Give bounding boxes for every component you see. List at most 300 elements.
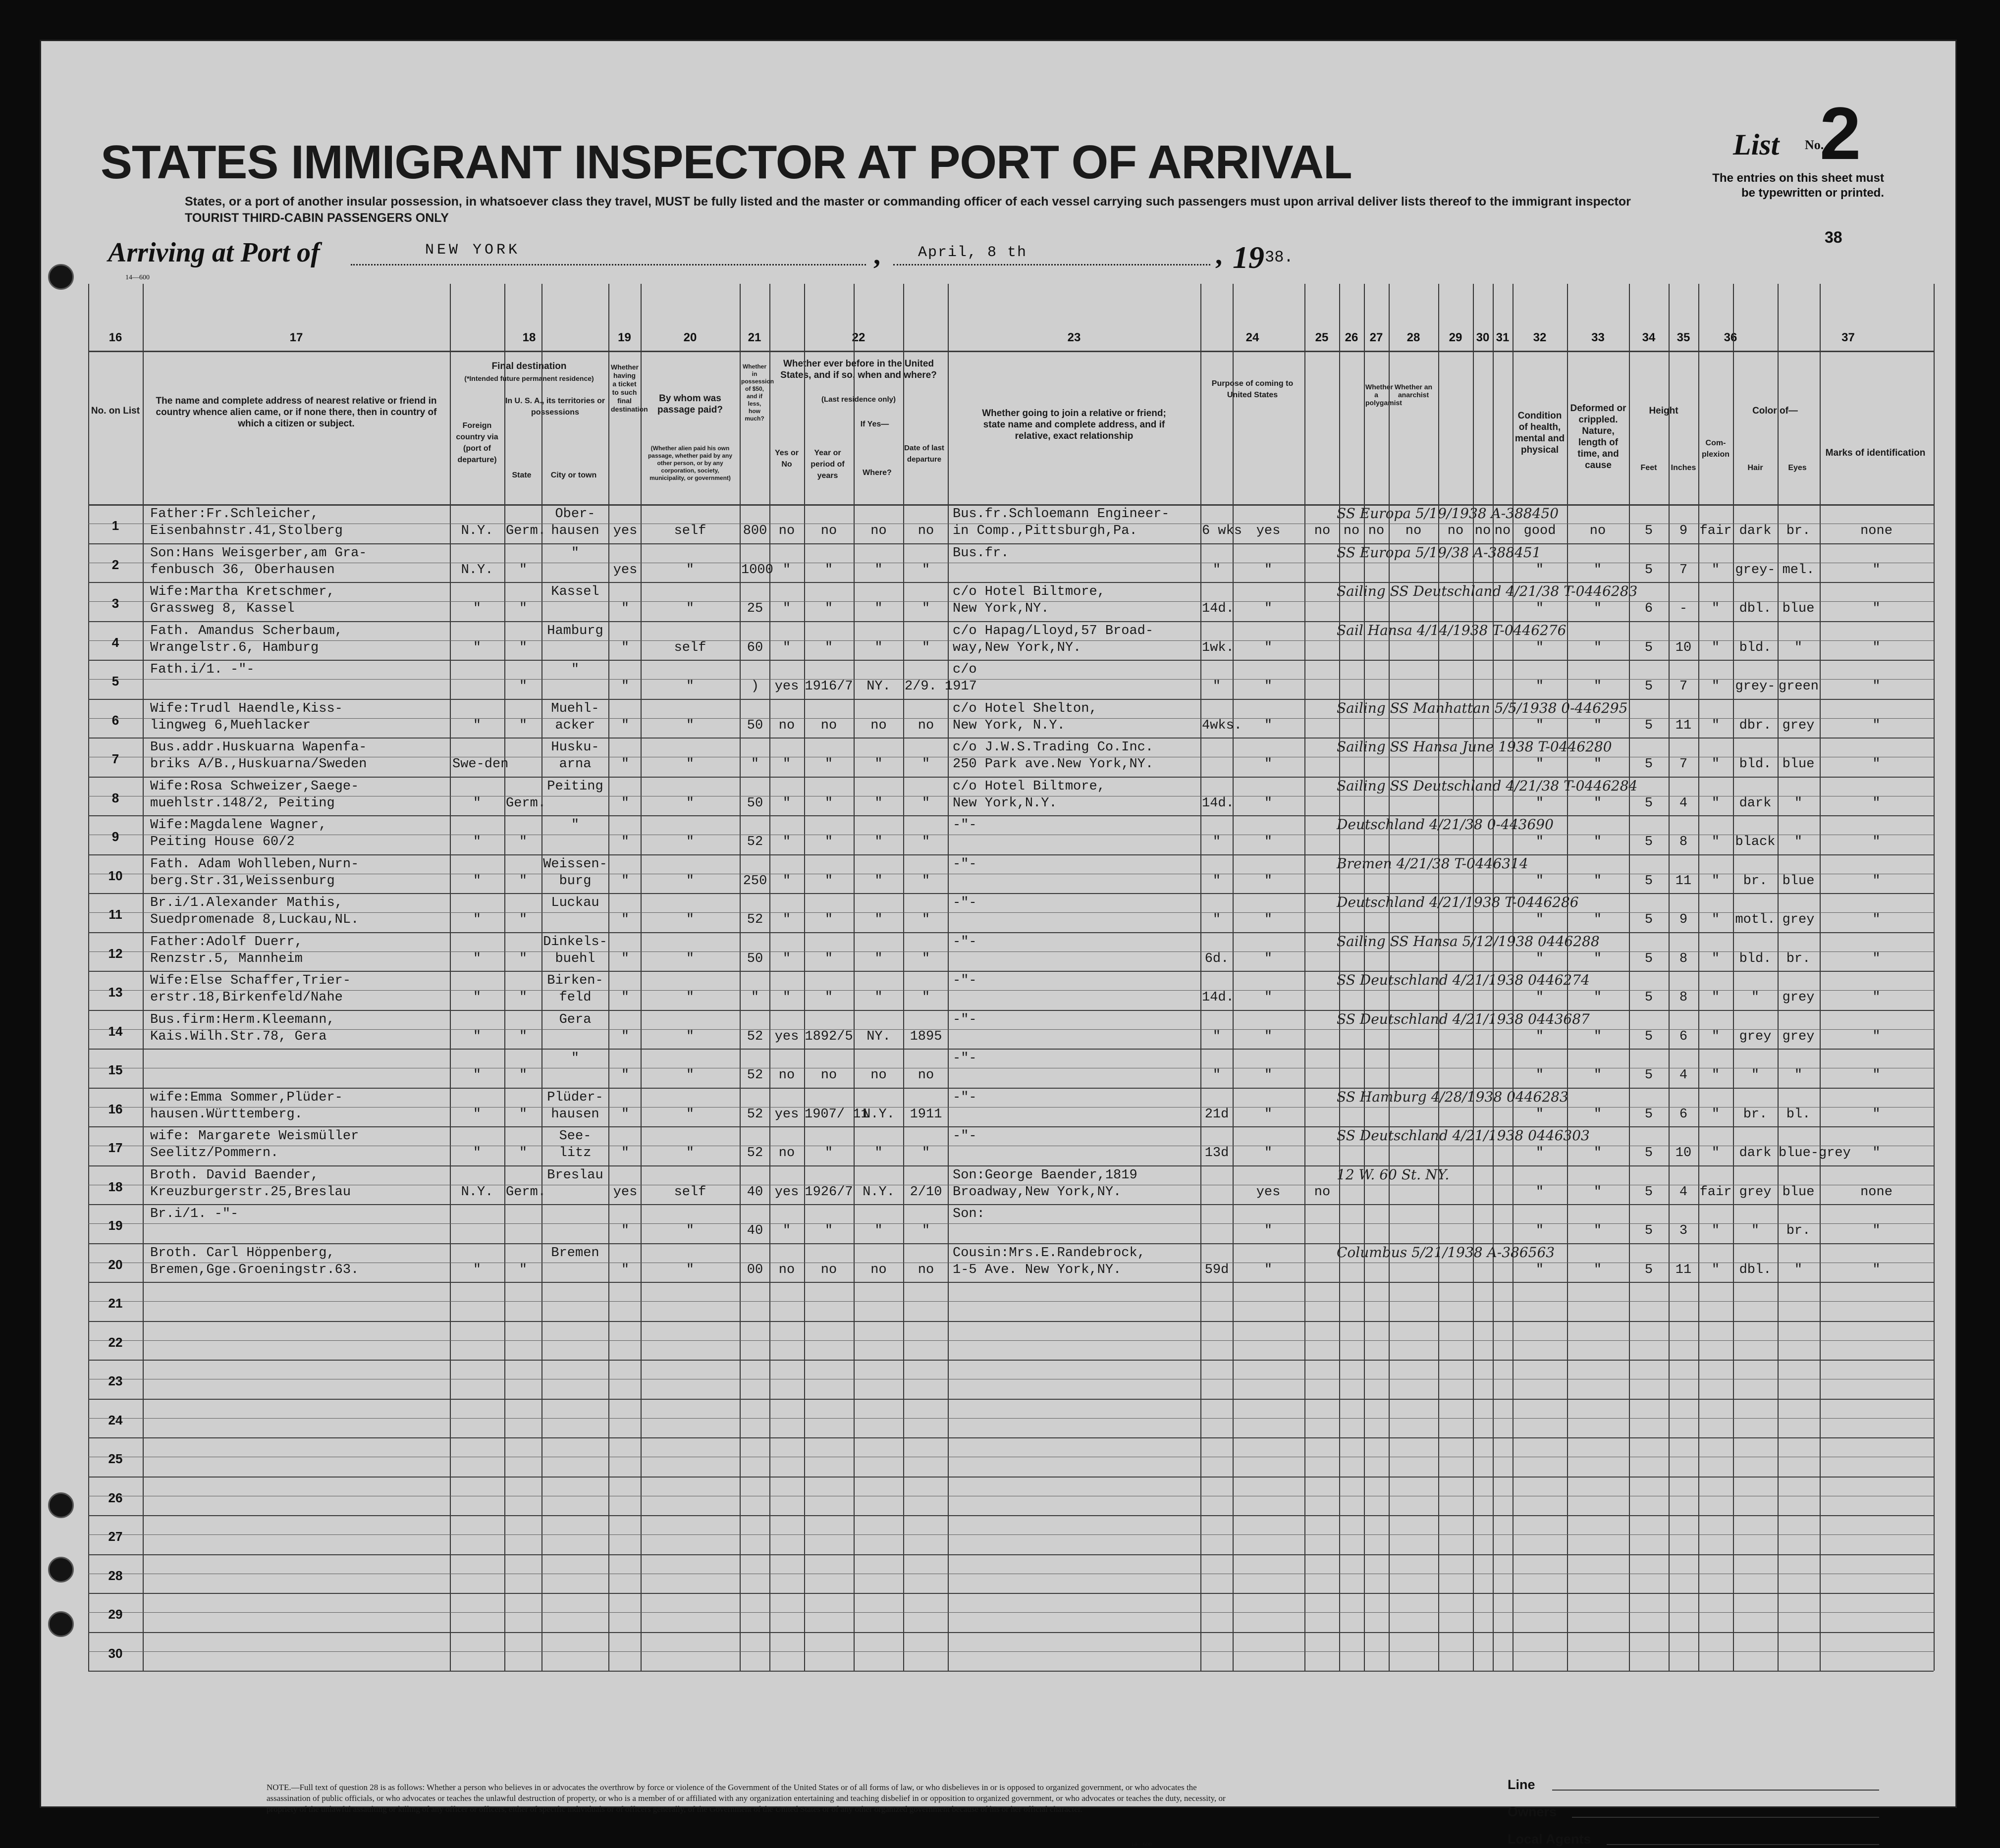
cell-join: New York, N.Y.	[953, 718, 1065, 733]
row-number: 3	[111, 596, 119, 611]
row-rule	[88, 1612, 1934, 1613]
row-rule	[88, 1593, 1934, 1594]
cell-before: no	[778, 1068, 795, 1083]
row-number: 2	[111, 557, 119, 572]
cell-q28: no	[1405, 524, 1422, 538]
cell-years: "	[824, 1146, 833, 1161]
cell-where: "	[874, 601, 883, 616]
cell-money: 52	[747, 835, 763, 849]
handwritten-annotation: Deutschland 4/21/1938 T-0446286	[1337, 894, 1579, 910]
cell-hair: bld.	[1739, 757, 1772, 772]
cell-purpose: "	[1264, 912, 1273, 927]
handwritten-annotation: Sailing SS Manhattan 5/5/1938 0-446295	[1337, 699, 1628, 716]
cell-join: -"-	[953, 973, 977, 988]
cell-relative: Broth. Carl Höppenberg,	[150, 1245, 335, 1261]
cell-state: "	[519, 1068, 528, 1083]
cell-eyes: grey	[1782, 912, 1815, 927]
row-number: 21	[108, 1296, 123, 1311]
column-rule	[641, 284, 642, 1671]
cell-money: 50	[747, 951, 763, 966]
binder-hole-icon	[48, 1611, 74, 1637]
cell-years: 1926/7	[805, 1184, 853, 1200]
column-rule	[740, 284, 741, 1671]
cell-where: "	[874, 1223, 883, 1238]
header-final-destination-note: (*Intended future permanent residence)	[464, 374, 594, 382]
agents-label: Local Agents	[1508, 1832, 1591, 1847]
cell-paid: "	[686, 757, 695, 772]
cell-state: Germ.	[506, 1184, 546, 1200]
cell-foreign: "	[473, 835, 482, 849]
column-rule	[804, 284, 805, 1671]
cell-eyes: "	[1794, 835, 1803, 849]
cell-state: "	[519, 835, 528, 849]
row-number: 25	[108, 1451, 123, 1466]
cell-complexion: "	[1711, 795, 1720, 811]
cell-where: no	[870, 524, 887, 538]
header-relative: The name and complete address of nearest relative or friend in country whence alien came, or if none there, then in country of which a citizen or subject.	[156, 396, 437, 429]
cell-inches: 8	[1679, 990, 1688, 1005]
cell-feet: 5	[1644, 912, 1653, 927]
col-number: 16	[108, 331, 122, 344]
cell-relative: Eisenbahnstr.41,Stolberg	[150, 524, 343, 538]
cell-ticket: "	[621, 1146, 630, 1161]
cell-purpose: "	[1264, 1262, 1273, 1277]
row-number: 4	[111, 634, 119, 650]
cell-health: "	[1535, 718, 1544, 733]
cell-purpose: "	[1264, 795, 1273, 811]
row-number: 29	[108, 1607, 123, 1622]
cell-hair: dark	[1739, 524, 1772, 538]
cell-complexion: "	[1711, 990, 1720, 1005]
cell-money: )	[751, 679, 759, 694]
cell-years: no	[820, 1068, 837, 1083]
cell-foreign: "	[473, 718, 482, 733]
row-number: 6	[111, 712, 119, 728]
cell-state: "	[519, 1146, 528, 1161]
row-rule	[88, 1477, 1934, 1478]
owners-label: Owners	[1508, 1804, 1557, 1819]
cell-city: Dinkels-	[543, 934, 607, 950]
cell-where: "	[874, 951, 883, 966]
cell-health: "	[1535, 640, 1544, 655]
cell-city: Bremen	[551, 1245, 599, 1261]
cell-money: 1000	[741, 562, 773, 578]
row-rule	[88, 1437, 1934, 1438]
cell-stay: 6 wks	[1202, 524, 1243, 538]
cell-years: "	[824, 912, 833, 927]
cell-hair: grey-	[1735, 679, 1776, 694]
cell-foreign: N.Y.	[461, 562, 493, 578]
column-rule	[854, 284, 855, 1671]
cell-hair: dark	[1739, 795, 1772, 811]
cell-join: c/o Hapag/Lloyd,57 Broad-	[953, 623, 1154, 638]
cell-ticket: "	[621, 1223, 630, 1238]
handwritten-annotation: Sailing SS Deutschland 4/21/38 T-0446283	[1337, 583, 1638, 599]
cell-departure: "	[921, 1223, 930, 1238]
cell-departure: no	[918, 1068, 934, 1083]
col-number: 29	[1449, 331, 1462, 344]
cell-eyes: br.	[1786, 524, 1811, 538]
cell-state: "	[519, 1262, 528, 1277]
cell-departure: "	[921, 835, 930, 849]
list-number: 2	[1820, 92, 1861, 175]
page-subtitle: States, or a port of another insular possession, in whatsoever class they travel, MUST be fully listed and the master or commanding officer of each vessel carrying such passengers must upon arrival deliver lists thereof to the immigrant inspector	[185, 195, 1631, 209]
cell-feet: 5	[1644, 562, 1653, 578]
cell-stay: "	[1212, 873, 1221, 889]
cell-before: no	[778, 1262, 795, 1277]
header-year-period: Year or period of years	[811, 449, 845, 480]
row-rule	[88, 1282, 1934, 1283]
cell-paid: "	[686, 990, 695, 1005]
cell-eyes: blue	[1782, 1184, 1815, 1200]
line-field	[1552, 1790, 1879, 1791]
cell-deformed: "	[1593, 1223, 1602, 1238]
separator: ,	[1215, 240, 1222, 270]
cell-where: N.Y.	[863, 1107, 895, 1122]
cell-foreign: "	[473, 1146, 482, 1161]
cell-complexion: fair	[1699, 1184, 1732, 1200]
cell-city: hausen	[551, 1107, 599, 1122]
list-label: List	[1733, 128, 1780, 161]
cell-hair: dbr.	[1739, 718, 1772, 733]
cell-foreign: "	[473, 873, 482, 889]
row-rule	[88, 1301, 1934, 1302]
cell-health: "	[1535, 1262, 1544, 1277]
handwritten-annotation: 12 W. 60 St. NY.	[1337, 1166, 1450, 1183]
cell-hair: grey	[1739, 1029, 1772, 1044]
cell-hair: "	[1751, 990, 1760, 1005]
cell-ticket: "	[621, 1068, 630, 1083]
cell-stay: 14d.	[1202, 990, 1234, 1005]
row-number: 23	[108, 1373, 123, 1388]
cell-where: "	[874, 640, 883, 655]
col-number: 34	[1642, 331, 1656, 344]
cell-before: yes	[774, 1029, 799, 1044]
column-rule	[1233, 284, 1234, 1671]
cell-feet: 5	[1644, 1107, 1653, 1122]
cell-years: "	[824, 562, 833, 578]
cell-years: 1916/7	[805, 679, 853, 694]
cell-health: "	[1535, 679, 1544, 694]
cell-join: way,New York,NY.	[953, 640, 1081, 655]
cell-relative: wife:Emma Sommer,Plüder-	[150, 1090, 343, 1105]
row-rule	[88, 1671, 1934, 1672]
header-anarchist: Whether an anarchist	[1394, 383, 1433, 399]
cell-city: "	[571, 818, 580, 833]
row-rule	[88, 1204, 1934, 1205]
header-money: Whether in possession of $50, and if less, how much?	[741, 363, 774, 422]
cell-city: Plüder-	[547, 1090, 603, 1105]
cell-hair: dark	[1739, 1146, 1772, 1161]
cell-before: no	[778, 718, 795, 733]
cell-feet: 5	[1644, 679, 1653, 694]
cell-marks: "	[1872, 640, 1881, 655]
header-condition: Condition of health, mental and physical	[1514, 411, 1565, 455]
cell-deformed: "	[1593, 1146, 1602, 1161]
cell-inches: 11	[1675, 718, 1692, 733]
cell-years: "	[824, 1223, 833, 1238]
row-rule	[88, 660, 1934, 661]
form-code: 14—600	[125, 274, 150, 281]
arriving-label: Arriving at Port of	[108, 237, 320, 268]
cell-deformed: "	[1593, 640, 1602, 655]
cell-paid: "	[686, 835, 695, 849]
separator: ,	[873, 240, 880, 270]
header-joining: Whether going to join a relative or friend; state name and complete address, and if relative, exact relationship	[982, 408, 1166, 441]
cell-ticket: "	[621, 873, 630, 889]
cell-relative: Wife:Martha Kretschmer,	[150, 584, 335, 599]
row-rule	[88, 1340, 1934, 1341]
cell-relative: Father:Fr.Schleicher,	[150, 507, 319, 522]
cell-city: "	[571, 545, 580, 561]
agents-field	[1607, 1844, 1879, 1845]
column-rule	[1934, 284, 1935, 1671]
cell-feet: 6	[1644, 601, 1653, 616]
cell-feet: 5	[1644, 990, 1653, 1005]
cell-feet: 5	[1644, 1223, 1653, 1238]
cell-marks: "	[1872, 795, 1881, 811]
cell-paid: "	[686, 1029, 695, 1044]
header-polygamist: Whether a polygamist	[1365, 383, 1402, 407]
cell-purpose: "	[1264, 1107, 1273, 1122]
cell-relative: Wife:Trudl Haendle,Kiss-	[150, 701, 343, 716]
cell-where: "	[874, 562, 883, 578]
cell-join: 250 Park ave.New York,NY.	[953, 757, 1154, 772]
row-number: 24	[108, 1412, 123, 1427]
col-number: 23	[1067, 331, 1081, 344]
cell-departure: "	[921, 795, 930, 811]
cell-complexion: "	[1711, 1262, 1720, 1277]
column-rule	[608, 284, 609, 1671]
cell-inches: 6	[1679, 1107, 1688, 1122]
cell-years: "	[824, 873, 833, 889]
cell-relative: Wrangelstr.6, Hamburg	[150, 640, 319, 655]
cell-foreign: "	[473, 912, 482, 927]
cell-eyes: blue-grey	[1779, 1146, 1851, 1161]
cell-departure: 2/10	[910, 1184, 942, 1200]
row-number: 18	[108, 1179, 123, 1194]
cell-inches: 8	[1679, 951, 1688, 966]
cell-join: Cousin:Mrs.E.Randebrock,	[953, 1245, 1145, 1261]
column-rule	[450, 284, 451, 1671]
cell-departure: "	[921, 873, 930, 889]
cell-feet: 5	[1644, 951, 1653, 966]
cell-health: "	[1535, 912, 1544, 927]
row-number: 19	[108, 1218, 123, 1233]
header-inches: Inches	[1671, 464, 1696, 472]
cell-deformed: "	[1593, 1029, 1602, 1044]
row-number: 17	[108, 1140, 123, 1155]
cell-complexion: "	[1711, 601, 1720, 616]
cell-stay: "	[1212, 1068, 1221, 1083]
cell-departure: "	[921, 562, 930, 578]
cell-state: "	[519, 679, 528, 694]
cell-purpose: "	[1264, 873, 1273, 889]
cell-years: "	[824, 795, 833, 811]
cell-marks: "	[1872, 601, 1881, 616]
cell-city: Luckau	[551, 896, 599, 910]
header-before-us-note: (Last residence only)	[821, 395, 896, 404]
row-rule	[88, 1399, 1934, 1400]
cell-money: 40	[747, 1223, 763, 1238]
cell-complexion: "	[1711, 1029, 1720, 1044]
cell-money: 52	[747, 1029, 763, 1044]
cell-departure: "	[921, 1146, 930, 1161]
cell-relative: Broth. David Baender,	[150, 1167, 319, 1183]
header-eyes: Eyes	[1788, 464, 1807, 472]
cell-city: Ober-	[555, 507, 595, 522]
cell-health: "	[1535, 1029, 1544, 1044]
col-number: 18	[522, 331, 536, 344]
cell-ticket: "	[621, 912, 630, 927]
cell-marks: "	[1872, 757, 1881, 772]
page-title: STATES IMMIGRANT INSPECTOR AT PORT OF ARRIVAL	[101, 136, 1352, 189]
cell-complexion: "	[1711, 873, 1720, 889]
cell-hair: "	[1751, 1223, 1760, 1238]
cell-state: "	[519, 1029, 528, 1044]
cell-complexion: "	[1711, 1146, 1720, 1161]
cell-complexion: "	[1711, 951, 1720, 966]
cell-where: N.Y.	[863, 1184, 895, 1200]
cell-city: acker	[555, 718, 595, 733]
col-number: 20	[683, 331, 697, 344]
header-marks: Marks of identification	[1825, 448, 1926, 458]
cell-deformed: "	[1593, 1068, 1602, 1083]
cell-relative: Peiting House 60/2	[150, 835, 295, 849]
row-number: 26	[108, 1490, 123, 1505]
cell-ticket: "	[621, 601, 630, 616]
cell-years: "	[824, 990, 833, 1005]
cell-city: Peiting	[547, 779, 603, 794]
cell-before: "	[782, 562, 791, 578]
cell-join: c/o J.W.S.Trading Co.Inc.	[953, 740, 1154, 755]
cell-join: Son:	[953, 1207, 985, 1221]
cell-money: 52	[747, 1146, 763, 1161]
col-number: 27	[1369, 331, 1383, 344]
cell-deformed: "	[1593, 601, 1602, 616]
cell-where: "	[874, 835, 883, 849]
cell-relative: lingweg 6,Muehlacker	[150, 718, 311, 733]
cell-city: burg	[559, 873, 592, 889]
cell-city: Birken-	[547, 973, 603, 988]
cell-marks: "	[1872, 835, 1881, 849]
handwritten-annotation: Sail Hansa 4/14/1938 T-0446276	[1337, 622, 1567, 638]
cell-state: "	[519, 990, 528, 1005]
cell-city: hausen	[551, 524, 599, 538]
cell-marks: "	[1872, 1262, 1881, 1277]
footnote: NOTE.—Full text of question 28 is as follows: Whether a person who believes in or advocates the overthrow by force or violence of the Government of the United States or of all forms of law, or who disbelieves in or is opposed to organized government, or who advocates the assassination of public officials, or who advocates or teaches the unlawful destruction of property, or who is a member of or affiliated with any organization entertaining and teaching disbelief in or opposition to organized government, or who advocates or teaches the duty, necessity, or propriety of the unlawful assaulting or killing of any officer or officers, either of specific individuals or of officers generally, of the Government of the United States or of any other organized government because of his or her official character.	[267, 1783, 1226, 1814]
cell-inches: 3	[1679, 1223, 1688, 1238]
cell-purpose: "	[1264, 990, 1273, 1005]
cell-eyes: grey	[1782, 718, 1815, 733]
cell-state: "	[519, 640, 528, 655]
cell-city: feld	[559, 990, 592, 1005]
cell-state: Germ.	[506, 795, 546, 811]
cell-city: Muehl-	[551, 701, 599, 716]
cell-stay: "	[1212, 562, 1221, 578]
cell-complexion: "	[1711, 1107, 1720, 1122]
header-in-usa: In U. S. A., its territories or possessions	[505, 397, 605, 417]
cell-relative: muehlstr.148/2, Peiting	[150, 795, 335, 811]
cell-marks: "	[1872, 679, 1881, 694]
row-number: 13	[108, 985, 123, 1000]
cell-q27: no	[1368, 524, 1385, 538]
cell-ticket: "	[621, 990, 630, 1005]
cell-paid: "	[686, 951, 695, 966]
cell-deformed: "	[1593, 718, 1602, 733]
cell-feet: 5	[1644, 718, 1653, 733]
cell-foreign: "	[473, 951, 482, 966]
cell-purpose: yes	[1256, 524, 1281, 538]
handwritten-annotation: SS Europa 5/19/38 A-388451	[1337, 544, 1541, 561]
cell-purpose: "	[1264, 757, 1273, 772]
cell-complexion: "	[1711, 718, 1720, 733]
row-number: 10	[108, 868, 123, 883]
cell-paid: "	[686, 1223, 695, 1238]
cell-where: NY.	[866, 679, 891, 694]
col-number: 17	[289, 331, 303, 344]
binder-hole-icon	[48, 1492, 74, 1518]
cell-city: "	[571, 662, 580, 677]
cell-complexion: "	[1711, 1068, 1720, 1083]
cell-deformed: "	[1593, 1262, 1602, 1277]
header-deformed: Deformed or crippled. Nature, length of time, and cause	[1570, 403, 1626, 471]
cell-join: c/o Hotel Shelton,	[953, 701, 1097, 716]
cell-relative: Kais.Wilh.Str.78, Gera	[150, 1029, 327, 1044]
col-number: 21	[748, 331, 761, 344]
cell-money: "	[751, 990, 759, 1005]
col-number: 37	[1841, 331, 1855, 344]
column-rule	[903, 284, 904, 1671]
cell-departure: "	[921, 757, 930, 772]
cell-where: "	[874, 990, 883, 1005]
cell-relative: Fath. Amandus Scherbaum,	[150, 623, 343, 638]
col-number: 35	[1676, 331, 1690, 344]
row-rule	[88, 1632, 1934, 1633]
cell-feet: 5	[1644, 873, 1653, 889]
cell-stay: 6d.	[1204, 951, 1229, 966]
cell-purpose: "	[1264, 1146, 1273, 1161]
cell-relative: Grassweg 8, Kassel	[150, 601, 295, 616]
cell-feet: 5	[1644, 1146, 1653, 1161]
cell-q26: no	[1343, 524, 1360, 538]
cell-purpose: "	[1264, 640, 1273, 655]
cell-money: 800	[743, 524, 767, 538]
cell-departure: no	[918, 524, 934, 538]
cell-relative: Wife:Else Schaffer,Trier-	[150, 973, 351, 988]
cell-purpose: "	[1264, 562, 1273, 578]
cell-hair: black	[1735, 835, 1776, 849]
cell-eyes: grey	[1782, 990, 1815, 1005]
cell-foreign: N.Y.	[461, 1184, 493, 1200]
line-label: Line	[1508, 1777, 1535, 1792]
cell-purpose: "	[1264, 679, 1273, 694]
cell-before: "	[782, 912, 791, 927]
binder-hole-icon	[48, 1557, 74, 1583]
cell-where: no	[870, 718, 887, 733]
cell-paid: "	[686, 562, 695, 578]
cell-money: 52	[747, 1107, 763, 1122]
cell-foreign: "	[473, 1029, 482, 1044]
row-number: 1	[111, 518, 119, 533]
handwritten-annotation: SS Deutschland 4/21/1938 0446274	[1337, 972, 1590, 988]
cell-deformed: "	[1593, 562, 1602, 578]
row-number: 28	[108, 1568, 123, 1583]
column-rule	[541, 284, 542, 1671]
cell-years: "	[824, 640, 833, 655]
cell-foreign: "	[473, 795, 482, 811]
cell-health: "	[1535, 1146, 1544, 1161]
